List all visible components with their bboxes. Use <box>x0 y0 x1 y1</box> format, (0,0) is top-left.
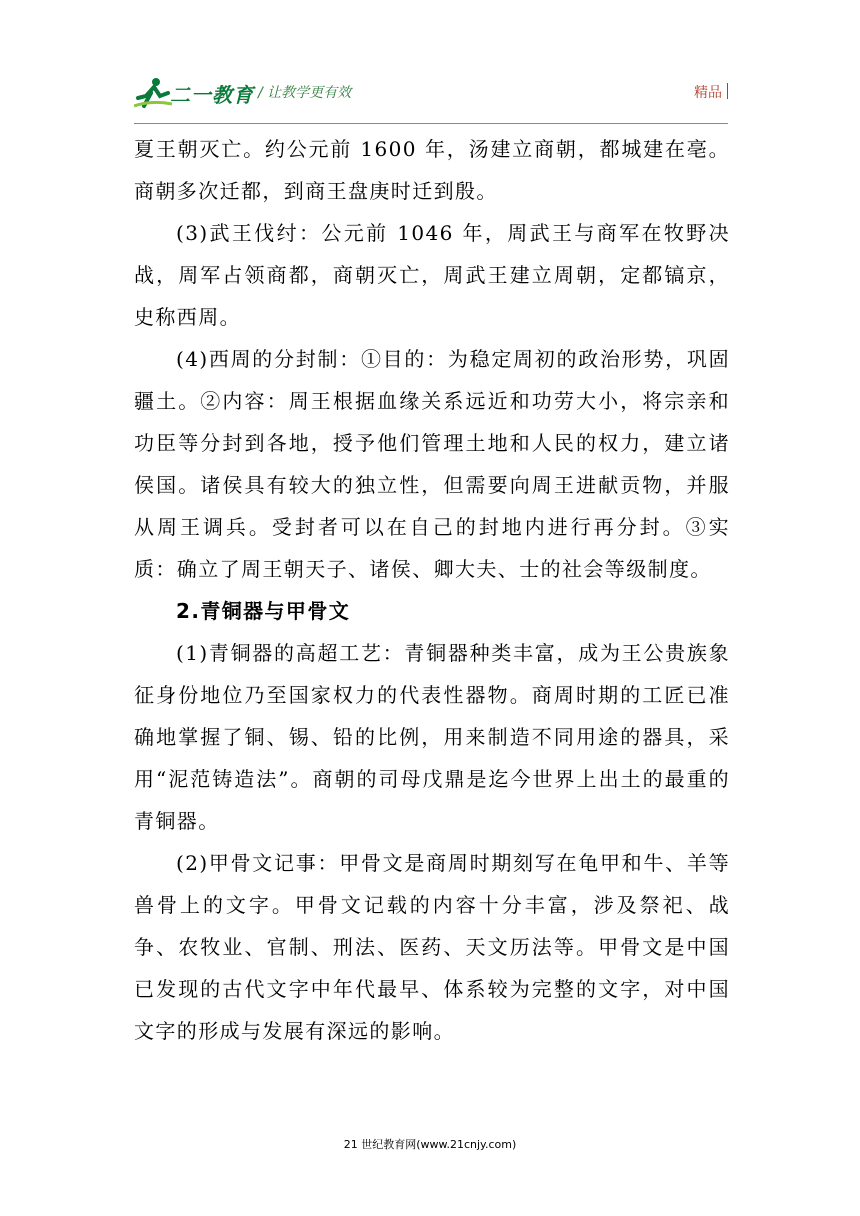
paragraph: 夏王朝灭亡。约公元前 1600 年，汤建立商朝，都城建在亳。商朝多次迁都，到商王盘庚时迁到殷。 <box>134 137 730 203</box>
paragraph: (1)青铜器的高超工艺：青铜器种类丰富，成为王公贵族象征身份地位乃至国家权力的代表性器物。商周时期的工匠已准确地掌握了铜、锡、铅的比例，用来制造不同用途的器具，采用“泥范铸造法”。商朝的司母戊鼎是迄今世界上出土的最重的青铜器。 <box>134 641 730 833</box>
logo-text: 二一教育 <box>170 83 254 107</box>
logo <box>134 76 254 110</box>
paragraph: (4)西周的分封制：①目的：为稳定周初的政治形势，巩固疆土。②内容：周王根据血缘关系远近和功劳大小，将宗亲和功臣等分封到各地，授予他们管理土地和人民的权力，建立诸侯国。诸侯具有较大的独立性，但需要向周王进献贡物，并服从周王调兵。受封者可以在自己的封地内进行再分封。③实质：确立了周王朝天子、诸侯、卿大夫、士的社会等级制度。 <box>134 347 730 581</box>
page-footer: 21 世纪教育网(www.21cnjy.com) <box>343 1138 517 1151</box>
header-rule <box>134 123 728 124</box>
quality-badge: 精品 <box>694 85 722 101</box>
runner-logo-icon <box>134 76 174 110</box>
header-slogan: / 让教学更有效 <box>258 85 352 101</box>
document-body <box>134 128 730 1052</box>
paragraph: (2)甲骨文记事：甲骨文是商周时期刻写在龟甲和牛、羊等兽骨上的文字。甲骨文记载的内容十分丰富，涉及祭祀、战争、农牧业、官制、刑法、医药、天文历法等。甲骨文是中国已发现的古代文字中年代最早、体系较为完整的文字，对中国文字的形成与发展有深远的影响。 <box>134 851 730 1043</box>
header-divider <box>727 83 728 99</box>
paragraph: (3)武王伐纣：公元前 1046 年，周武王与商军在牧野决战，周军占领商都，商朝灭亡，周武王建立周朝，定都镐京，史称西周。 <box>134 221 730 329</box>
section-heading: 2.青铜器与甲骨文 <box>176 599 351 623</box>
page-header <box>134 68 728 124</box>
